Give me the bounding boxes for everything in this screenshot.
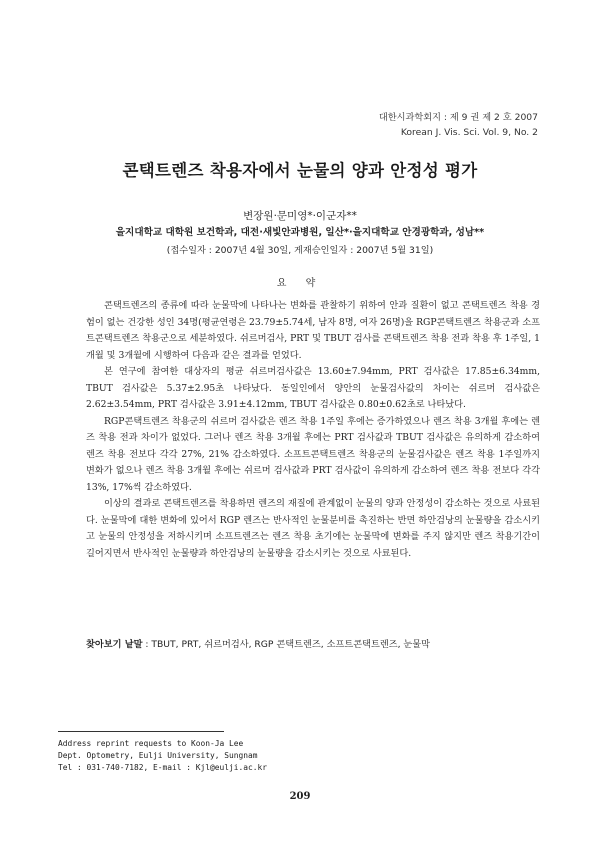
journal-english: Korean J. Vis. Sci. Vol. 9, No. 2: [400, 127, 538, 138]
keywords-label: 찾아보기 낱말: [86, 639, 143, 650]
abstract-paragraph: 이상의 결과로 콘택트렌즈를 착용하면 렌즈의 재질에 관계없이 눈물의 양과 안정성이 감소하는 것으로 사료된다. 눈물막에 대한 변화에 있어서 RGP 렌즈는 반사적인 눈물분비를 촉진하는 반면 하안검낭의 눈물량을 감소시키고 눈물의 안정성을 저하시키며 소프트렌즈는 렌즈 착용 초기에는 눈물막에 변화를 주지 않지만 렌즈 착용기간이 길어지면서 반사적인 눈물량과 하안검낭의 눈물량을 감소시키는 것으로 사료된다.: [86, 498, 540, 559]
paper-title: 콘택트렌즈 착용자에서 눈물의 양과 안정성 평가: [122, 161, 478, 180]
submission-dates: (접수일자 : 2007년 4월 30일, 게재승인일자 : 2007년 5월 31일): [166, 245, 434, 256]
abstract-paragraph: RGP콘택트렌즈 착용군의 쉬르머 검사값은 렌즈 착용 1주일 후에는 증가하였으나 렌즈 착용 3개월 후에는 렌즈 착용 전과 차이가 없었다. 그러나 렌즈 착용 3개월 후에는 PRT 검사값과 TBUT 검사값은 유의하게 감소하여 렌즈 착용 전보다 각각 27%, 21% 감소하였다. 소프트콘택트렌즈 착용군의 눈물검사값은 렌즈 착용 1주일까지 변화가 없으나 렌즈 착용 3개월 후에는 쉬르머 검사값과 PRT 검사값이 유의하게 감소하여 렌즈 착용 전보다 각각 13%, 17%씩 감소하였다.: [86, 415, 540, 493]
abstract-paragraph: 본 연구에 참여한 대상자의 평균 쉬르머검사값은 13.60±7.94mm, PRT 검사값은 17.85±6.34mm, TBUT 검사값은 5.37±2.95초 나타났다. 동일인에서 양안의 눈물검사값의 차이는 쉬르머 검사값은 2.62±3.54mm, PRT 검사값은 3.91±4.12mm, TBUT 검사값은 0.80±0.62초로 나타났다.: [86, 366, 540, 410]
footnote-line: Address reprint requests to Koon-Ja Lee: [58, 739, 244, 748]
footnote-divider: [58, 731, 224, 732]
keywords-text: : TBUT, PRT, 쉬르머검사, RGP 콘택트렌즈, 소프트콘택트렌즈, 눈물막: [142, 639, 431, 650]
abstract-heading: 요 약: [276, 278, 324, 289]
footnote: [58, 738, 267, 774]
keywords: [86, 636, 546, 650]
footnote-line: Tel : 031-740-7182, E-mail : Kjl@eulji.ac.kr: [58, 763, 268, 772]
journal-korean: 대한시과학회지 : 제 9 권 제 2 호 2007: [378, 112, 538, 123]
authors: 변장원·문미영*·이군자**: [243, 210, 357, 222]
page-number: 209: [289, 791, 311, 802]
footnote-line: Dept. Optometry, Eulji University, Sungnam: [58, 751, 258, 760]
abstract-paragraph: 콘택트렌즈의 종류에 따라 눈물막에 나타나는 변화를 관찰하기 위하여 안과 질환이 없고 콘택트렌즈 착용 경험이 없는 건강한 성인 34명(평균연령은 23.79±5.74세, 남자 8명, 여자 26명)을 RGP콘택트렌즈 착용군과 소프트콘택트렌즈 착용군으로 세분하였다. 쉬르머검사, PRT 및 TBUT 검사를 콘택트렌즈 착용 전과 착용 후 1주일, 1개월 및 3개월에 시행하여 다음과 같은 결과를 얻었다.: [86, 300, 540, 361]
abstract-body: [86, 298, 540, 562]
journal-header: [379, 110, 538, 140]
affiliation: 을지대학교 대학원 보건학과, 대전·새빛안과병원, 일산*·을지대학교 안경광학과, 성남**: [115, 227, 485, 238]
